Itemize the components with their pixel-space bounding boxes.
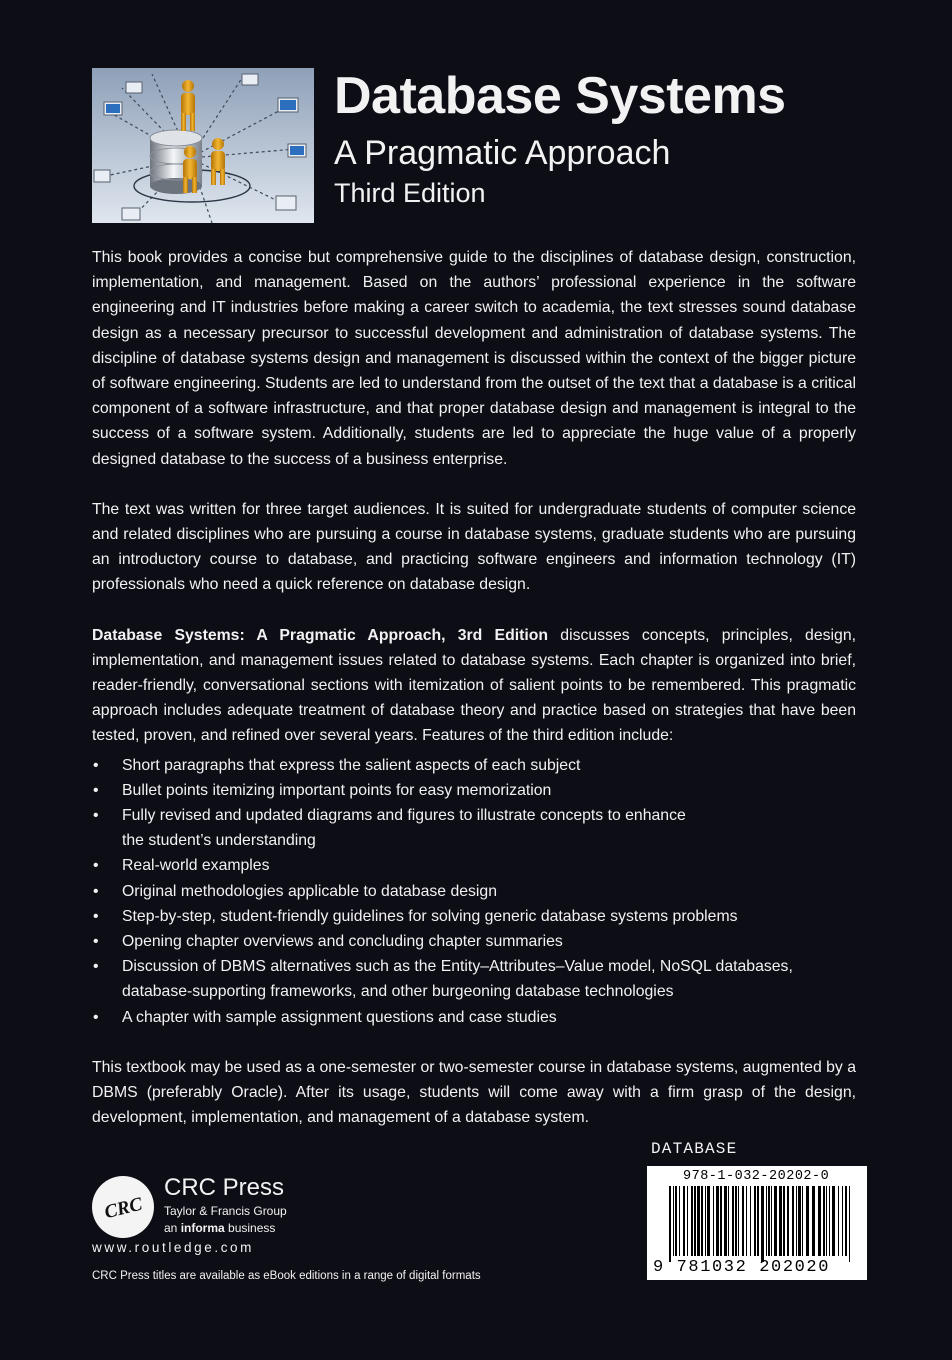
- ebook-note: CRC Press titles are available as eBook editions in a range of digital formats: [92, 1270, 481, 1282]
- book-edition: Third Edition: [334, 178, 486, 208]
- crc-logo-text: CRC: [102, 1193, 145, 1224]
- database-network-illustration: [92, 68, 314, 223]
- barcode-bar: [691, 1186, 693, 1256]
- bullet-icon: •: [93, 807, 99, 825]
- barcode-bar: [687, 1186, 688, 1256]
- barcode-bar: [701, 1186, 703, 1256]
- book-description: [92, 245, 856, 1156]
- barcode-bar: [683, 1186, 685, 1256]
- barcode-bar: [697, 1186, 700, 1256]
- barcode-bar: [738, 1186, 739, 1256]
- isbn-barcode: [647, 1166, 867, 1280]
- barcode-bar: [818, 1186, 821, 1256]
- barcode-bar: [746, 1186, 747, 1256]
- crc-logo: [92, 1176, 154, 1238]
- bullet-icon: •: [93, 857, 99, 875]
- description-paragraph-2: The text was written for three target audiences. It is suited for undergraduate students of computer science and related disciplines who are pursuing a course in database systems, graduate students who are pursuing an introductory course to database, and practicing software engineers and information technology (IT) professionals who need a quick reference on database design.: [92, 500, 856, 594]
- barcode-bar: [792, 1186, 794, 1256]
- barcode-bar: [842, 1186, 843, 1256]
- feature-item: • Bullet points itemizing important points for easy memorization: [92, 778, 856, 803]
- barcode-bar: [735, 1186, 737, 1256]
- feature-item: • Fully revised and updated diagrams and figures to illustrate concepts to enhance the student’s understanding: [92, 803, 856, 853]
- barcode-bar: [724, 1186, 727, 1256]
- barcode-bar: [713, 1186, 714, 1256]
- bullet-icon: •: [93, 1008, 99, 1026]
- publisher-group: Taylor & Francis Group: [164, 1204, 287, 1218]
- barcode-bar: [707, 1186, 710, 1256]
- barcode-bar: [669, 1186, 671, 1262]
- barcode-bar: [673, 1186, 674, 1256]
- barcode-bar: [768, 1186, 770, 1256]
- description-paragraph-4: This textbook may be used as a one-semester or two-semester course in database systems, augmented by a DBMS (preferably Oracle). After its usage, students will come away with a firm grasp of the design, development, implementation, and management of a database system.: [92, 1058, 856, 1127]
- barcode-bar: [720, 1186, 722, 1256]
- barcode-bar: [774, 1186, 777, 1256]
- barcode-bar: [802, 1186, 803, 1256]
- barcode-digits: 9 781032 202020: [653, 1258, 831, 1277]
- book-subtitle: A Pragmatic Approach: [334, 134, 671, 172]
- bullet-icon: •: [93, 882, 99, 900]
- category-label: DATABASE: [651, 1140, 738, 1158]
- barcode-bar: [705, 1186, 706, 1256]
- barcode-bar: [761, 1186, 764, 1262]
- barcode-bar: [757, 1186, 759, 1256]
- barcode-bar: [787, 1186, 789, 1256]
- barcode-bar: [750, 1186, 751, 1256]
- bullet-icon: •: [93, 933, 99, 951]
- publisher-block: [92, 1172, 512, 1267]
- description-paragraph-3: [92, 623, 856, 749]
- barcode-bar: [838, 1186, 839, 1256]
- barcode-bar: [771, 1186, 772, 1256]
- description-paragraph-1: This book provides a concise but comprehensive guide to the disciplines of database design, construction, implementation, and management. Based on the authors’ professional experience in the software engineering and IT industries before making a career switch to academia, the text stresses sound database design as a necessary precursor to successful development and administration of database systems. The discipline of database systems design and management is discussed within the context of the bigger picture of software engineering. Students are led to understand from the outset of the text that a database is a critical component of a software infrastructure, and that proper database design and management is integral to the success of a software system. Additionally, students are led to appreciate the huge value of a properly designed database to the success of a business enterprise.: [92, 249, 856, 468]
- barcode-bar: [829, 1186, 830, 1256]
- barcode-bar: [742, 1186, 744, 1256]
- feature-item: • Opening chapter overviews and concluding chapter summaries: [92, 929, 856, 954]
- bullet-icon: •: [93, 781, 99, 799]
- bullet-icon: •: [93, 756, 99, 774]
- book-name-bold: Database Systems: A Pragmatic Approach, 3rd Edition: [92, 626, 549, 644]
- description-paragraph-3-text: discusses concepts, principles, design, implementation, and management issues related to database systems. Each chapter is organized into brief, reader-friendly, conversational sections with itemization of salient points to be remembered. This pragmatic approach includes adequate treatment of database theory and practice based on strategies that have been tested, proven, and refined over several years. Features of the third edition include:: [92, 626, 856, 745]
- barcode-bar: [832, 1186, 835, 1256]
- bullet-icon: •: [93, 958, 99, 976]
- barcode-bar: [675, 1186, 677, 1256]
- bullet-icon: •: [93, 907, 99, 925]
- book-title: Database Systems: [334, 67, 786, 125]
- barcode-bar: [679, 1186, 680, 1256]
- publisher-name: CRC Press: [164, 1174, 285, 1201]
- barcode-bar: [766, 1186, 767, 1256]
- barcode-bar: [728, 1186, 729, 1256]
- barcode-bar: [779, 1186, 782, 1256]
- barcode-bar: [823, 1186, 825, 1256]
- barcode-bar: [849, 1186, 850, 1262]
- feature-item: • Discussion of DBMS alternatives such as the Entity–Attributes–Value model, NoSQL databases, database-supporting frameworks, and other burgeoning database technologies: [92, 954, 856, 1004]
- feature-item: • Step-by-step, student-friendly guidelines for solving generic database systems problems: [92, 904, 856, 929]
- feature-item: • Short paragraphs that express the salient aspects of each subject: [92, 753, 856, 778]
- feature-item: • Original methodologies applicable to database design: [92, 879, 856, 904]
- cover-illustration: [92, 68, 314, 223]
- barcode-bar: [732, 1186, 734, 1256]
- barcode-bar: [845, 1186, 847, 1256]
- publisher-website[interactable]: www.routledge.com: [92, 1240, 255, 1255]
- barcode-bar: [812, 1186, 815, 1256]
- barcode-bar: [783, 1186, 785, 1256]
- title-block: [334, 66, 786, 209]
- barcode-bar: [754, 1186, 756, 1256]
- barcode-bar: [826, 1186, 827, 1256]
- features-list: [92, 753, 856, 1030]
- feature-item: • A chapter with sample assignment questions and case studies: [92, 1005, 856, 1030]
- barcode-bar: [806, 1186, 809, 1256]
- barcode-bar: [798, 1186, 801, 1256]
- crc-logo-mark: [92, 1176, 154, 1238]
- barcode-bar: [694, 1186, 696, 1256]
- barcode-bar: [796, 1186, 797, 1256]
- isbn-number: 978-1-032-20202-0: [683, 1169, 830, 1184]
- informa-line: an informa business: [164, 1221, 276, 1235]
- feature-item: • Real-world examples: [92, 853, 856, 878]
- barcode-bar: [716, 1186, 719, 1256]
